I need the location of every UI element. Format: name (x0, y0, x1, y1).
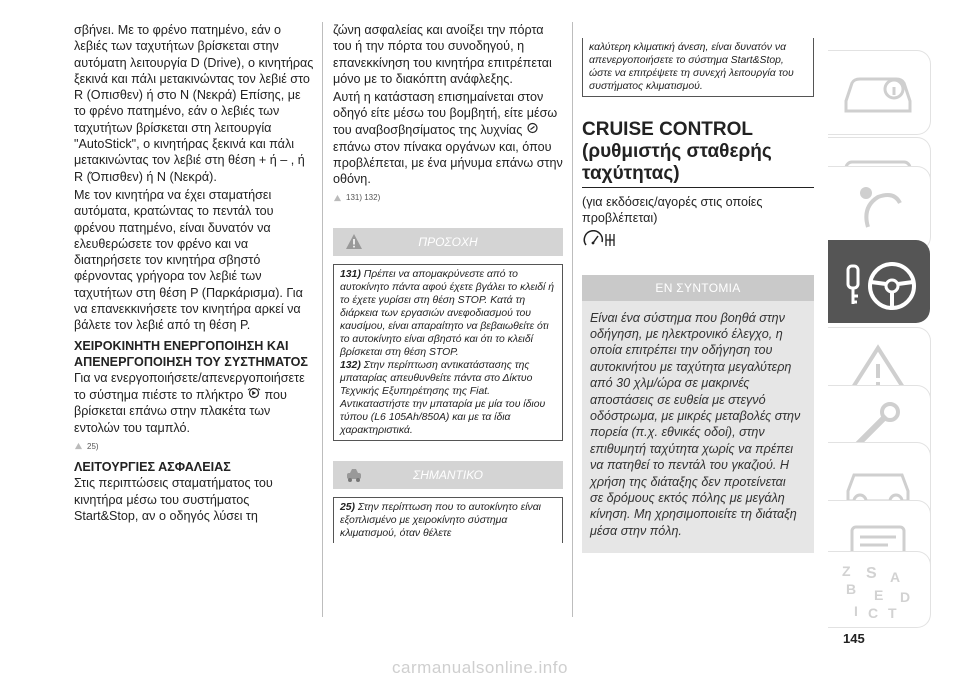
paragraph: Με τον κινητήρα να έχει σταματήσει αυτόματα, κρατώντας το πεντάλ του φρένου πατημένο, είναι δυνατόν να ελευθερώσετε τον φρένο και να διατηρήσετε τον κινητήρα σβηστό φέρνοντας γρήγορα τον λεβιέ των ταχυτήτων στη θέση P (Παρκάρισμα). Για να επανεκκινήσετε τον κινητήρα αρκεί να βάλετε τον λεβιέ από τη θέση P. (74, 187, 303, 333)
important-box-header: ΣΗΜΑΝΤΙΚΟ (333, 461, 563, 489)
tab-car-info[interactable] (828, 50, 931, 135)
svg-text:I: I (854, 603, 858, 619)
car-hand-icon (345, 466, 363, 484)
chapter-title: CRUISE CONTROL (ρυθμιστής σταθερής ταχύτητας) (582, 119, 814, 188)
start-stop-icon (247, 387, 261, 403)
alphabet-index-icon (838, 562, 922, 622)
airbag-safety-icon (838, 177, 918, 239)
car-info-icon (838, 61, 918, 123)
summary-box (582, 275, 814, 554)
important-box (333, 461, 563, 543)
section-heading: ΛΕΙΤΟΥΡΓΙΕΣ ΑΣΦΑΛΕΙΑΣ (74, 459, 231, 474)
paragraph: Αυτή η κατάσταση επισημαίνεται στον οδηγό είτε μέσω του βομβητή, είτε μέσω του αναβοσβησίματος της λυχνίας επάνω στον πίνακα οργάνων και, όπου προβλέπεται, με ένα μήνυμα επάνω στην οθόνη. (333, 90, 563, 187)
column-2 (333, 22, 563, 543)
watermark: carmanualsonline.info (392, 658, 568, 677)
column-1 (74, 22, 314, 524)
svg-text:D: D (900, 589, 911, 605)
warning-triangle-icon (345, 233, 363, 251)
cruise-control-icon (582, 230, 814, 255)
svg-text:C: C (868, 605, 879, 621)
warning-box (333, 228, 563, 441)
warning-content: 131) Πρέπει να απομακρύνεστε από το αυτοκίνητο πάντα αφού έχετε βγάλει το κλειδί ή το έχετε γυρίσει στη θέση STOP. Κατά τη διάρκεια των εργασιών ανεφοδιασμού του καυσίμου, είναι απαραίτητο να βεβαιωθείτε ότι το αυτοκίνητο είναι σβηστό και ότι το κλειδί βρίσκεται στη θέση STOP. 132) Στην περίπτωση αντικατάστασης της μπαταρίας απευθυνθείτε πάντα στο Δίκτυο Τεχνικής Εξυπηρέτησης της Fiat. Αντικαταστήστε την μπαταρία με μία του ίδιου τύπου (L6 105Ah/850A) και με τα ίδια χαρακτηριστικά. (333, 264, 563, 441)
paragraph: Για να ενεργοποιήσετε/απενεργοποιήσετε το σύστημα πιέστε το πλήκτρο που βρίσκεται επάνω στην πλακέτα των εντολών του ταμπλό. (74, 371, 305, 435)
svg-text:T: T (888, 605, 897, 621)
important-content: 25) Στην περίπτωση που το αυτοκίνητο είναι εξοπλισμένο με χειροκίνητο σύστημα κλιματισμού, όταν θέλετε (333, 497, 563, 543)
column-divider (322, 22, 323, 617)
availability-note: (για εκδόσεις/αγορές στις οποίες προβλέπεται) (582, 195, 763, 226)
summary-text: Είναι ένα σύστημα που βοηθά στην οδήγηση, με ηλεκτρονικό έλεγχο, η οποία επιτρέπει την οδήγηση του αυτοκινήτου με ταχύτητα μεγαλύτερη από 30 χλμ/ώρα σε μακρινές αποστάσεις σε ευθεία με στεγνό οδόστρωμα, με μικρές μεταβολές στην πορεία (π.χ. εθνικές οδοί), στην επιθυμητή ταχύτητα χωρίς να πρέπει να πατηθεί το πεντάλ του γκαζιού. Η χρήση της διάταξης δεν προτείνεται σε δρόμους εκτός πόλης με μεγάλη κίνηση. Μη χρησιμοποιείτε τη διάταξη μέσα στην πόλη. (590, 310, 801, 538)
tab-safety[interactable] (828, 166, 931, 251)
svg-text:A: A (890, 569, 901, 585)
svg-text:B: B (846, 581, 857, 597)
warning-box-header: ΠΡΟΣΟΧΗ (333, 228, 563, 256)
note-icon (74, 442, 83, 450)
tab-starting-driving[interactable] (828, 240, 930, 323)
warning-lamp-icon (526, 122, 539, 138)
page-number: 145 (843, 631, 865, 646)
column-divider (572, 22, 573, 617)
paragraph: Στις περιπτώσεις σταματήματος του κινητήρα μέσω του συστήματος Start&Stop, αν ο οδηγός λύσει τη (74, 476, 273, 523)
summary-header: ΕΝ ΣΥΝΤΟΜΙΑ (582, 275, 814, 301)
section-heading: ΧΕΙΡΟΚΙΝΗΤΗ ΕΝΕΡΓΟΠΟΙΗΣΗ ΚΑΙ ΑΠΕΝΕΡΓΟΠΟΙΗΣΗ ΤΟΥ ΣΥΣΤΗΜΑΤΟΣ (74, 338, 308, 369)
reference-marker: 131) 132) (333, 193, 563, 202)
paragraph: ζώνη ασφαλείας και ανοίξει την πόρτα του ή την πόρτα του συνοδηγού, η επανεκκίνηση του κινητήρα επιτρέπεται μόνο με το διακόπτη ανάφλεξης. (333, 23, 552, 86)
key-steering-icon (838, 250, 922, 316)
column-3 (582, 38, 814, 553)
tab-index[interactable] (828, 551, 931, 628)
svg-text:E: E (874, 587, 884, 603)
paragraph: σβήνει. Με το φρένο πατημένο, εάν ο λεβιές των ταχυτήτων βρίσκεται στην αυτόματη λειτουργία D (Drive), ο κινητήρας ξεκινά και πάλι μετακινώντας τον λεβιέ στο R (Οπισθεν) ή στο N (Νεκρά) Επίσης, με το φρένο πατημένο, εάν ο λεβιές των ταχυτήτων βρίσκεται στη λειτουργία "AutoStick", ο κινητήρας ξεκινά και πάλι μετακινώντας τον λεβιέ στη θέση + ή – , ή R (Όπισθεν) ή N (Νεκρά). (74, 23, 314, 184)
important-content-continued: καλύτερη κλιματική άνεση, είναι δυνατόν να απενεργοποιήσετε το σύστημα Start&Stop, ώστε να επιτρέψετε τη συνεχή λειτουργία του συστήματος κλιματισμού. (582, 38, 814, 97)
reference-marker: 25) (74, 442, 314, 451)
warning-triangle-icon (333, 194, 342, 202)
svg-text:Z: Z (842, 563, 851, 579)
svg-text:S: S (866, 565, 877, 582)
